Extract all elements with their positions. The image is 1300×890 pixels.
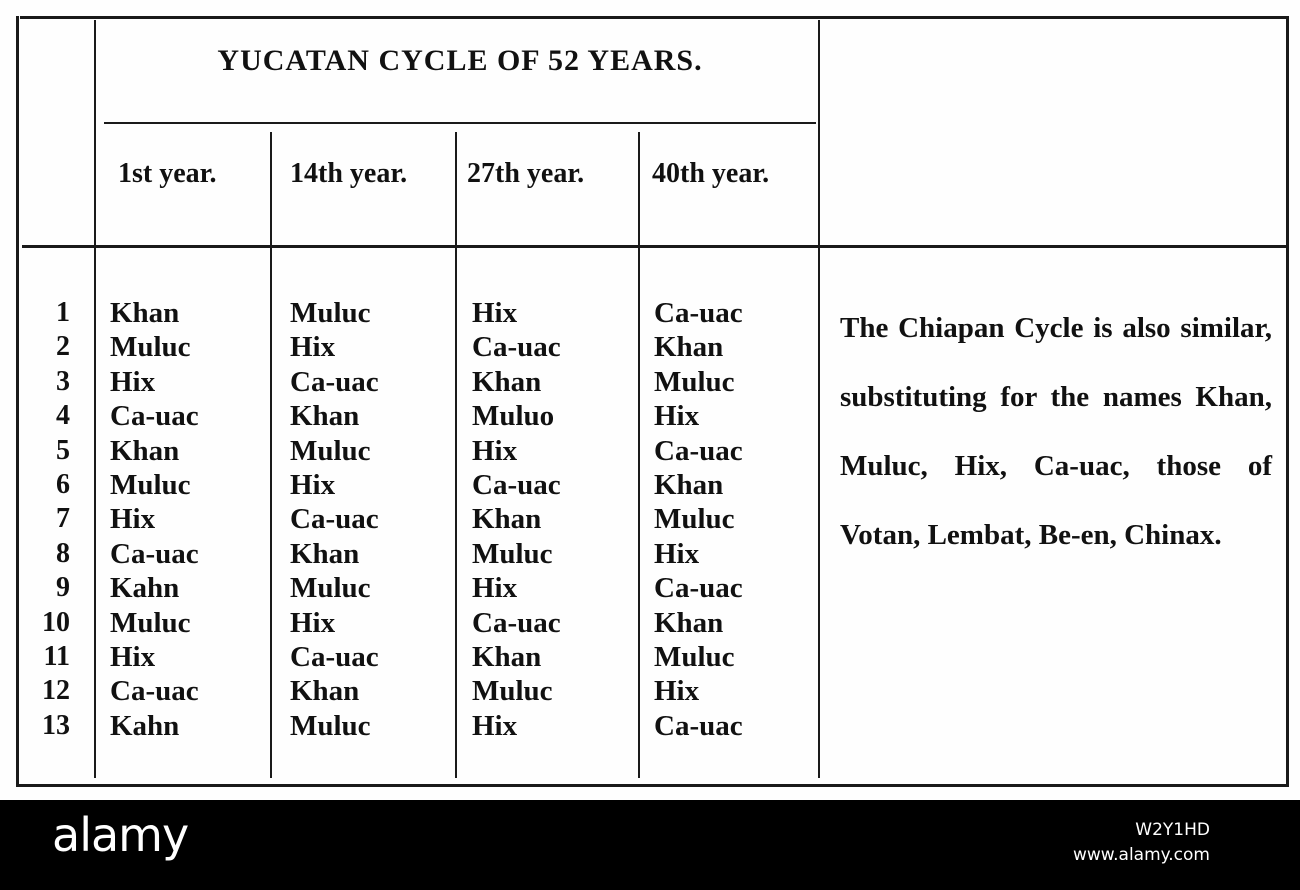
table-cell: Khan (290, 675, 360, 708)
table-cell: Hix (110, 641, 156, 673)
table-cell: Muluc (290, 297, 371, 329)
table-cell: Hix (472, 297, 518, 329)
table-cell: Khan (472, 641, 542, 673)
table-cell: Muluc (472, 537, 553, 570)
table-cell: Khan (654, 606, 724, 639)
border-left (16, 16, 19, 787)
table-cell: Ca-uac (654, 709, 743, 742)
table-cell: Muluc (290, 709, 371, 742)
table-cell: Muluc (290, 572, 371, 605)
row-number: 8 (56, 537, 70, 569)
table-cell: Muluc (290, 434, 371, 467)
table-cell: Hix (290, 606, 336, 639)
rule-after-col-1 (270, 132, 272, 778)
table-cell: Hix (110, 503, 156, 536)
table-cell: Khan (472, 365, 542, 398)
row-number: 9 (56, 572, 70, 604)
row-number: 5 (56, 434, 70, 466)
row-number: 10 (42, 606, 70, 638)
table-cell: Kahn (110, 709, 180, 742)
rule-after-col-4 (818, 20, 820, 778)
table-cell: Hix (290, 331, 336, 364)
table-cell: Ca-uac (472, 606, 561, 639)
table-cell: Ca-uac (654, 297, 743, 329)
table-cell: Ca-uac (290, 503, 379, 536)
column-header-40th-year: 40th year. (652, 158, 770, 189)
table-cell: Hix (290, 469, 336, 501)
row-number: 1 (56, 297, 70, 328)
table-cell: Muluc (654, 503, 735, 536)
table-cell: Khan (110, 297, 180, 329)
table-cell: Muluc (654, 641, 735, 673)
table-cell: Hix (654, 537, 700, 570)
rule-under-headers (22, 245, 1286, 248)
column-header-27th-year: 27th year. (467, 158, 585, 189)
row-number: 6 (56, 469, 70, 500)
column-header-1st-year: 1st year. (118, 158, 217, 189)
row-number: 3 (56, 365, 70, 397)
row-number: 4 (56, 400, 70, 432)
table-title: YUCATAN CYCLE OF 52 YEARS. (217, 44, 703, 77)
row-number: 11 (43, 641, 70, 672)
row-number: 13 (42, 709, 70, 741)
image-id: W2Y1HD (1135, 820, 1210, 840)
table-cell: Muluc (110, 331, 191, 364)
table-cell: Ca-uac (654, 434, 743, 467)
table-cell: Hix (472, 572, 518, 605)
table-cell: Ca-uac (110, 537, 199, 570)
table-cell: Hix (110, 365, 156, 398)
table-cell: Muluo (472, 400, 555, 433)
table-cell: Muluc (472, 675, 553, 708)
table-cell: Hix (654, 675, 700, 708)
table-cell: Hix (472, 709, 518, 742)
table-cell: Ca-uac (290, 365, 379, 398)
table-cell: Muluc (110, 606, 191, 639)
table-cell: Ca-uac (110, 400, 199, 433)
table-cell: Kahn (110, 572, 180, 605)
table-cell: Khan (290, 400, 360, 433)
alamy-logo: alamy (52, 808, 189, 862)
rule-under-title (104, 122, 816, 124)
table-cell: Khan (654, 469, 724, 501)
rule-after-row-numbers (94, 20, 96, 778)
rule-after-col-2 (455, 132, 457, 778)
column-header-14th-year: 14th year. (290, 158, 408, 189)
rule-after-col-3 (638, 132, 640, 778)
table-cell: Hix (472, 434, 518, 467)
table-cell: Khan (472, 503, 542, 536)
table-cell: Khan (290, 537, 360, 570)
table-cell: Khan (654, 331, 724, 364)
row-number: 7 (56, 503, 70, 535)
row-number: 2 (56, 331, 70, 363)
border-bottom (16, 784, 1288, 787)
table-cell: Muluc (654, 365, 735, 398)
table-cell: Khan (110, 434, 180, 467)
table-cell: Hix (654, 400, 700, 433)
table-cell: Ca-uac (110, 675, 199, 708)
chiapan-cycle-note: The Chiapan Cycle is also similar, substituting for the names Khan, Muluc, Hix, Ca-uac, those of Votan, Lembat, Be-en, Chinax. (840, 312, 1272, 551)
row-number: 12 (42, 675, 70, 707)
table-cell: Ca-uac (472, 469, 561, 501)
border-right (1286, 16, 1289, 787)
table-cell: Ca-uac (472, 331, 561, 364)
border-top (20, 16, 1288, 19)
table-cell: Muluc (110, 469, 191, 501)
table-cell: Ca-uac (654, 572, 743, 605)
table-cell: Ca-uac (290, 641, 379, 673)
site-url: www.alamy.com (1072, 845, 1210, 865)
